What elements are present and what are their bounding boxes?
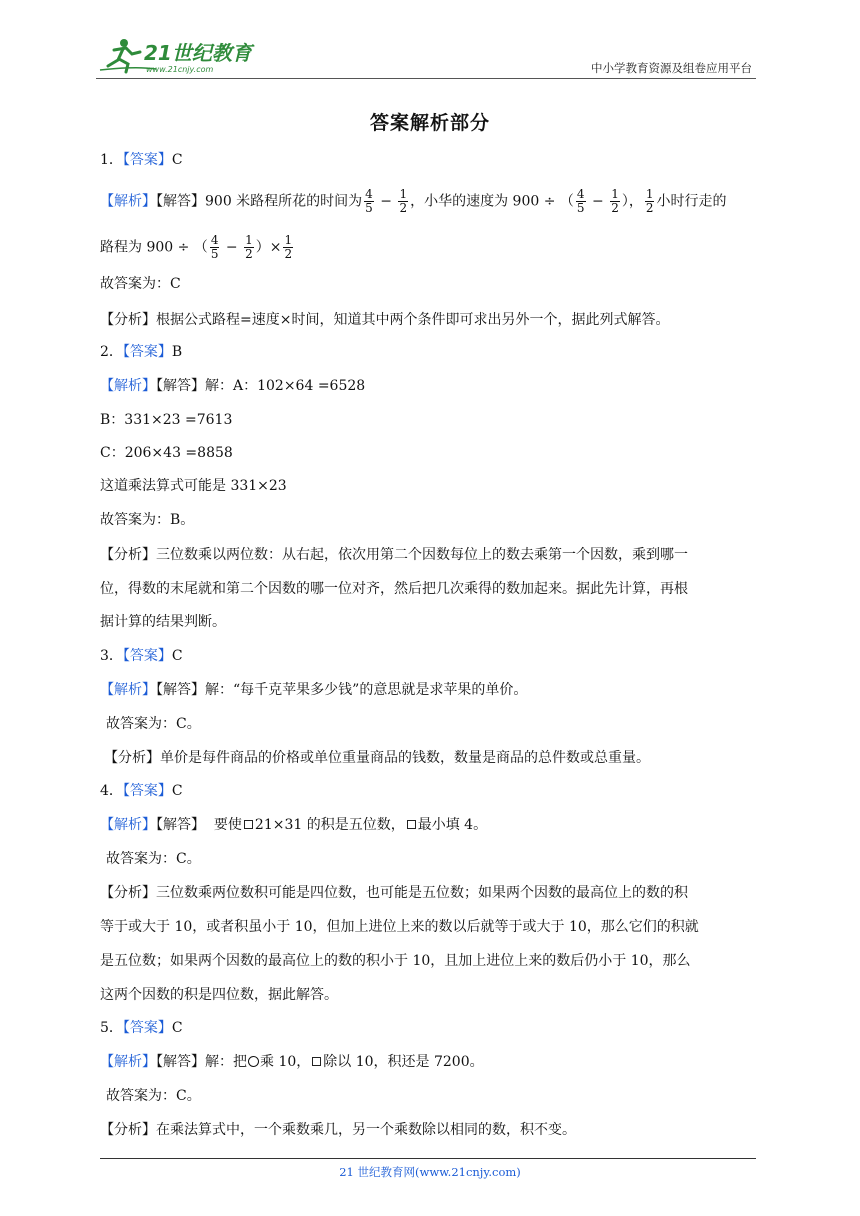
item-2-solution-line-4: 这道乘法算式可能是 331×23 <box>100 478 287 494</box>
item-5-final: 故答案为：C。 <box>106 1088 201 1104</box>
square-blank-icon <box>244 820 253 829</box>
logo-text: 21世纪教育 <box>144 41 252 65</box>
item-4-analysis-line-3: 是五位数；如果两个因数的最高位上的数的积小于 10，且加上进位上来的数后仍小于 10，那么 <box>100 953 691 969</box>
answer-tag: 【答案】 <box>122 1020 172 1036</box>
answer-value: C <box>171 648 183 664</box>
answer-tag: 【答案】 <box>122 783 172 799</box>
item-2-answer-line <box>100 342 182 362</box>
minus-sign: − <box>375 193 397 210</box>
logo-icon <box>96 36 266 76</box>
item-2-analysis-line-1 <box>100 545 688 565</box>
fenxi-tag: 【分析】 <box>104 750 160 766</box>
item-1-solution-line-2 <box>100 234 295 261</box>
fraction: $\frac{1}{2}$ <box>399 187 408 215</box>
item-number: 5． <box>100 1020 123 1036</box>
solution-text: 最小填 4。 <box>417 817 488 833</box>
footer-text[interactable]: 21 世纪教育网(www.21cnjy.com) <box>339 1165 521 1179</box>
solution-text: 解：“每千克苹果多少钱”的意思就是求苹果的单价。 <box>205 682 528 698</box>
analysis-text: 在乘法算式中，一个乘数乘几，另一个乘数除以相同的数，积不变。 <box>156 1122 576 1138</box>
header-divider <box>96 78 756 79</box>
answer-tag: 【答案】 <box>122 648 172 664</box>
solution-text: 路程为 900 ÷ （ <box>100 239 208 256</box>
item-4-analysis-line-4: 这两个因数的积是四位数，据此解答。 <box>100 987 338 1003</box>
fraction: $\frac{1}{2}$ <box>245 233 253 261</box>
fenxi-tag: 【分析】 <box>100 885 156 901</box>
item-3-answer-line <box>100 646 183 666</box>
fenxi-tag: 【分析】 <box>100 547 156 563</box>
jieda-tag: 【解答】 <box>156 378 205 394</box>
square-blank-icon <box>407 820 416 829</box>
item-1-solution-line-1 <box>100 188 726 215</box>
page-title: 答案解析部分 <box>369 112 490 134</box>
answer-value: C <box>171 783 183 799</box>
solution-text: 解：A：102×64 =6528 <box>205 378 366 394</box>
footer-divider <box>100 1158 756 1159</box>
item-1-answer-line <box>100 150 183 170</box>
logo-url: www.21cnjy.com <box>146 65 214 74</box>
answer-value: C <box>171 1020 183 1036</box>
jiexi-tag: 【解析】 <box>100 682 156 698</box>
item-3-analysis <box>104 748 650 768</box>
jiexi-tag: 【解析】 <box>100 817 156 833</box>
solution-text: 除以 10，积还是 7200。 <box>323 1054 484 1070</box>
square-blank-icon <box>312 1057 321 1066</box>
item-5-analysis <box>100 1120 576 1140</box>
fenxi-tag: 【分析】 <box>100 1122 156 1138</box>
item-1-analysis <box>100 310 669 330</box>
item-5-answer-line <box>100 1018 183 1038</box>
item-4-final: 故答案为：C。 <box>106 851 201 867</box>
answer-tag: 【答案】 <box>122 152 172 168</box>
jiexi-tag: 【解析】 <box>100 1054 156 1070</box>
analysis-text: 三位数乘两位数积可能是四位数，也可能是五位数；如果两个因数的最高位上的数的积 <box>156 885 688 901</box>
item-2-solution-line-1 <box>100 376 365 396</box>
item-3-final: 故答案为：C。 <box>106 716 201 732</box>
circle-blank-icon <box>248 1056 259 1067</box>
fraction: $\frac{4}{5}$ <box>576 187 585 215</box>
item-4-answer-line <box>100 781 183 801</box>
item-number: 2． <box>100 344 123 360</box>
item-2-analysis-line-2: 位，得数的末尾就和第二个因数的哪一位对齐，然后把几次乘得的数加起来。据此先计算，再根 <box>100 581 688 597</box>
item-2-final: 故答案为：B。 <box>100 512 195 528</box>
analysis-text: 三位数乘以两位数：从右起，依次用第二个因数每位上的数去乘第一个因数，乘到哪一 <box>156 547 688 563</box>
fenxi-tag: 【分析】 <box>100 312 156 328</box>
item-5-solution-line <box>100 1052 484 1072</box>
fraction: $\frac{1}{2}$ <box>645 187 654 215</box>
platform-name: 中小学教育资源及组卷应用平台 <box>591 61 752 75</box>
solution-text: 21×31 的积是五位数， <box>254 817 405 833</box>
minus-sign: − <box>587 193 609 210</box>
analysis-text: 根据公式路程=速度×时间，知道其中两个条件即可求出另外一个，据此列式解答。 <box>156 312 670 328</box>
item-4-solution-line <box>100 815 487 835</box>
item-1-final: 故答案为：C <box>100 276 181 292</box>
page-header <box>96 32 756 80</box>
fraction: $\frac{4}{5}$ <box>210 233 219 261</box>
fraction: $\frac{1}{2}$ <box>284 233 293 261</box>
answer-value: B <box>171 344 183 360</box>
item-2-solution-line-3: C：206×43 =8858 <box>100 445 233 461</box>
solution-text: ）× <box>255 239 282 256</box>
jiexi-tag: 【解析】 <box>100 378 156 394</box>
jiexi-tag: 【解析】 <box>100 193 156 210</box>
solution-text: 小时行走的 <box>656 193 727 210</box>
item-number: 4． <box>100 783 123 799</box>
jieda-tag: 【解答】 <box>156 193 205 210</box>
answer-tag: 【答案】 <box>122 344 172 360</box>
item-3-solution-line <box>100 680 527 700</box>
solution-text: 900 米路程所花的时间为 <box>205 193 363 210</box>
answer-value: C <box>171 152 183 168</box>
fraction: $\frac{1}{2}$ <box>611 187 619 215</box>
solution-text: ，小华的速度为 900 ÷ （ <box>410 193 574 210</box>
solution-text: 要使 <box>205 817 242 833</box>
item-2-analysis-line-3: 据计算的结果判断。 <box>100 614 226 630</box>
jieda-tag: 【解答】 <box>156 817 205 833</box>
analysis-text: 单价是每件商品的价格或单位重量商品的钱数，数量是商品的总件数或总重量。 <box>160 750 650 766</box>
item-2-solution-line-2: B：331×23 =7613 <box>100 412 233 428</box>
solution-text: ）， <box>621 193 643 210</box>
solution-text: 解：把 <box>205 1054 247 1070</box>
solution-text: 乘 10， <box>260 1054 311 1070</box>
jieda-tag: 【解答】 <box>156 682 205 698</box>
fraction: $\frac{4}{5}$ <box>365 187 373 215</box>
jieda-tag: 【解答】 <box>156 1054 205 1070</box>
minus-sign: − <box>221 239 243 256</box>
item-4-analysis-line-1 <box>100 883 688 903</box>
item-number: 1． <box>100 152 123 168</box>
item-number: 3． <box>100 648 123 664</box>
item-4-analysis-line-2: 等于或大于 10，或者积虽小于 10，但加上进位上来的数以后就等于或大于 10，那么它们的积就 <box>100 919 699 935</box>
